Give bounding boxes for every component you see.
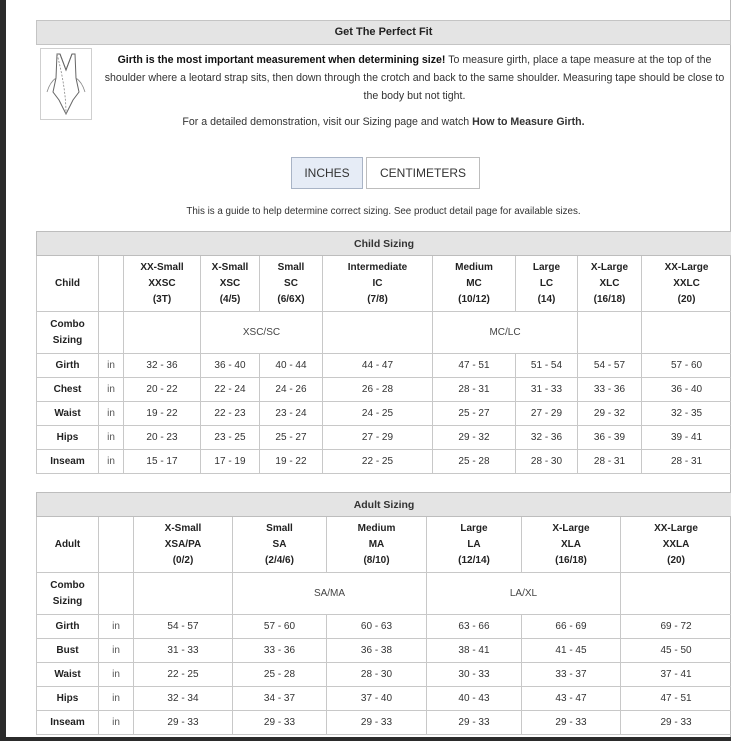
table-row: [37, 615, 731, 639]
value-cell: 29 - 33: [233, 711, 327, 735]
table-row: [37, 711, 731, 735]
value-cell: 27 - 29: [516, 402, 578, 426]
value-cell: 29 - 33: [327, 711, 427, 735]
value-cell: 33 - 37: [522, 663, 621, 687]
value-cell: 36 - 39: [578, 426, 642, 450]
unit-cell: in: [99, 639, 134, 663]
centimeters-button[interactable]: CENTIMETERS: [366, 157, 480, 189]
size-header: Large LC (14): [516, 256, 578, 312]
value-cell: 28 - 31: [433, 378, 516, 402]
value-cell: 40 - 44: [260, 354, 323, 378]
blank-cell: [99, 517, 134, 573]
blank-cell: [124, 312, 201, 354]
value-cell: 22 - 25: [323, 450, 433, 474]
value-cell: 28 - 31: [642, 450, 731, 474]
unit-cell: in: [99, 402, 124, 426]
value-cell: 66 - 69: [522, 615, 621, 639]
value-cell: 25 - 28: [433, 450, 516, 474]
unit-cell: in: [99, 663, 134, 687]
table-row: [37, 573, 731, 615]
value-cell: 25 - 27: [260, 426, 323, 450]
fit-header: [36, 20, 731, 45]
row-label: Girth: [37, 354, 99, 378]
unit-cell: in: [99, 354, 124, 378]
combo-cell: XSC/SC: [201, 312, 323, 354]
value-cell: 28 - 30: [327, 663, 427, 687]
value-cell: 22 - 24: [201, 378, 260, 402]
value-cell: 63 - 66: [427, 615, 522, 639]
child-sizing-table: [36, 231, 731, 474]
table-row: [37, 517, 731, 573]
adult-sizing-table: [36, 492, 731, 735]
value-cell: 36 - 38: [327, 639, 427, 663]
intro-text: To measure girth, place a tape measure at the top of the shoulder where a leotard strap sits, then down through the crotch and back to the same shoulder. Measuring tape should be close to the body but not tight.: [104, 54, 725, 102]
intro-bold-text: Girth is the most important measurement when determining size!: [117, 54, 446, 66]
value-cell: 29 - 33: [522, 711, 621, 735]
value-cell: 28 - 31: [578, 450, 642, 474]
value-cell: 54 - 57: [134, 615, 233, 639]
size-header: X-Small XSA/PA (0/2): [134, 517, 233, 573]
value-cell: 31 - 33: [516, 378, 578, 402]
value-cell: 32 - 35: [642, 402, 731, 426]
value-cell: 24 - 25: [323, 402, 433, 426]
size-header: Small SA (2/4/6): [233, 517, 327, 573]
how-to-measure-link[interactable]: How to Measure Girth.: [472, 116, 585, 128]
value-cell: 23 - 24: [260, 402, 323, 426]
row-label: Waist: [37, 402, 99, 426]
value-cell: 22 - 25: [134, 663, 233, 687]
child-table-title: Child Sizing: [37, 232, 731, 256]
value-cell: 20 - 23: [124, 426, 201, 450]
blank-cell: [134, 573, 233, 615]
blank-cell: [642, 312, 731, 354]
value-cell: 69 - 72: [621, 615, 731, 639]
combo-cell: SA/MA: [233, 573, 427, 615]
adult-table-title: Adult Sizing: [37, 493, 731, 517]
combo-cell: LA/XL: [427, 573, 621, 615]
fit-header-title: Get The Perfect Fit: [334, 26, 433, 38]
size-header: X-Large XLC (16/18): [578, 256, 642, 312]
unit-toggle: [291, 157, 480, 189]
value-cell: 29 - 33: [134, 711, 233, 735]
leotard-icon: [40, 48, 92, 120]
blank-cell: [323, 312, 433, 354]
value-cell: 36 - 40: [642, 378, 731, 402]
value-cell: 19 - 22: [124, 402, 201, 426]
table-row: [37, 378, 731, 402]
unit-cell: in: [99, 687, 134, 711]
value-cell: 28 - 30: [516, 450, 578, 474]
value-cell: 40 - 43: [427, 687, 522, 711]
row-label: Bust: [37, 639, 99, 663]
value-cell: 45 - 50: [621, 639, 731, 663]
size-header: Intermediate IC (7/8): [323, 256, 433, 312]
table-row: [37, 256, 731, 312]
value-cell: 57 - 60: [233, 615, 327, 639]
row-label: Waist: [37, 663, 99, 687]
value-cell: 57 - 60: [642, 354, 731, 378]
value-cell: 29 - 32: [433, 426, 516, 450]
window-left-edge: [0, 0, 6, 741]
value-cell: 29 - 32: [578, 402, 642, 426]
blank-cell: [99, 256, 124, 312]
value-cell: 32 - 34: [134, 687, 233, 711]
value-cell: 38 - 41: [427, 639, 522, 663]
value-cell: 32 - 36: [124, 354, 201, 378]
blank-cell: [99, 573, 134, 615]
value-cell: 29 - 33: [621, 711, 731, 735]
blank-cell: [99, 312, 124, 354]
blank-cell: [621, 573, 731, 615]
value-cell: 44 - 47: [323, 354, 433, 378]
adult-corner-label: Adult: [37, 517, 99, 573]
value-cell: 43 - 47: [522, 687, 621, 711]
unit-cell: in: [99, 450, 124, 474]
value-cell: 54 - 57: [578, 354, 642, 378]
size-header: Small SC (6/6X): [260, 256, 323, 312]
unit-cell: in: [99, 378, 124, 402]
value-cell: 39 - 41: [642, 426, 731, 450]
unit-cell: in: [99, 426, 124, 450]
value-cell: 41 - 45: [522, 639, 621, 663]
size-header: Medium MA (8/10): [327, 517, 427, 573]
size-header: XX-Small XXSC (3T): [124, 256, 201, 312]
value-cell: 20 - 22: [124, 378, 201, 402]
row-label: Hips: [37, 687, 99, 711]
value-cell: 60 - 63: [327, 615, 427, 639]
row-label: Girth: [37, 615, 99, 639]
demo-text: For a detailed demonstration, visit our Sizing page and watch: [182, 116, 473, 128]
value-cell: 24 - 26: [260, 378, 323, 402]
combo-cell: MC/LC: [433, 312, 578, 354]
child-corner-label: Child: [37, 256, 99, 312]
unit-cell: in: [99, 711, 134, 735]
value-cell: 22 - 23: [201, 402, 260, 426]
value-cell: 32 - 36: [516, 426, 578, 450]
row-label: Hips: [37, 426, 99, 450]
value-cell: 29 - 33: [427, 711, 522, 735]
value-cell: 34 - 37: [233, 687, 327, 711]
blank-cell: [578, 312, 642, 354]
unit-cell: in: [99, 615, 134, 639]
value-cell: 47 - 51: [621, 687, 731, 711]
girth-intro: [98, 51, 731, 105]
value-cell: 33 - 36: [578, 378, 642, 402]
value-cell: 31 - 33: [134, 639, 233, 663]
size-header: X-Large XLA (16/18): [522, 517, 621, 573]
value-cell: 26 - 28: [323, 378, 433, 402]
value-cell: 25 - 28: [233, 663, 327, 687]
combo-sizing-label: Combo Sizing: [37, 573, 99, 615]
inches-button[interactable]: INCHES: [291, 157, 363, 189]
value-cell: 15 - 17: [124, 450, 201, 474]
table-row: [37, 450, 731, 474]
value-cell: 27 - 29: [323, 426, 433, 450]
value-cell: 36 - 40: [201, 354, 260, 378]
value-cell: 37 - 41: [621, 663, 731, 687]
value-cell: 51 - 54: [516, 354, 578, 378]
table-row: [37, 426, 731, 450]
table-row: [37, 402, 731, 426]
value-cell: 19 - 22: [260, 450, 323, 474]
row-label: Inseam: [37, 450, 99, 474]
value-cell: 47 - 51: [433, 354, 516, 378]
demo-note: [36, 116, 731, 128]
size-header: Medium MC (10/12): [433, 256, 516, 312]
table-row: [37, 639, 731, 663]
size-header: X-Small XSC (4/5): [201, 256, 260, 312]
size-header: Large LA (12/14): [427, 517, 522, 573]
size-header: XX-Large XXLC (20): [642, 256, 731, 312]
value-cell: 30 - 33: [427, 663, 522, 687]
value-cell: 23 - 25: [201, 426, 260, 450]
table-row: [37, 354, 731, 378]
table-row: [37, 663, 731, 687]
table-row: [37, 312, 731, 354]
value-cell: 37 - 40: [327, 687, 427, 711]
table-row: [37, 687, 731, 711]
row-label: Inseam: [37, 711, 99, 735]
value-cell: 33 - 36: [233, 639, 327, 663]
window-bottom-edge: [0, 737, 731, 741]
row-label: Chest: [37, 378, 99, 402]
value-cell: 17 - 19: [201, 450, 260, 474]
combo-sizing-label: Combo Sizing: [37, 312, 99, 354]
value-cell: 25 - 27: [433, 402, 516, 426]
size-header: XX-Large XXLA (20): [621, 517, 731, 573]
sizing-guide-note: This is a guide to help determine correct sizing. See product detail page for available sizes.: [186, 206, 581, 217]
